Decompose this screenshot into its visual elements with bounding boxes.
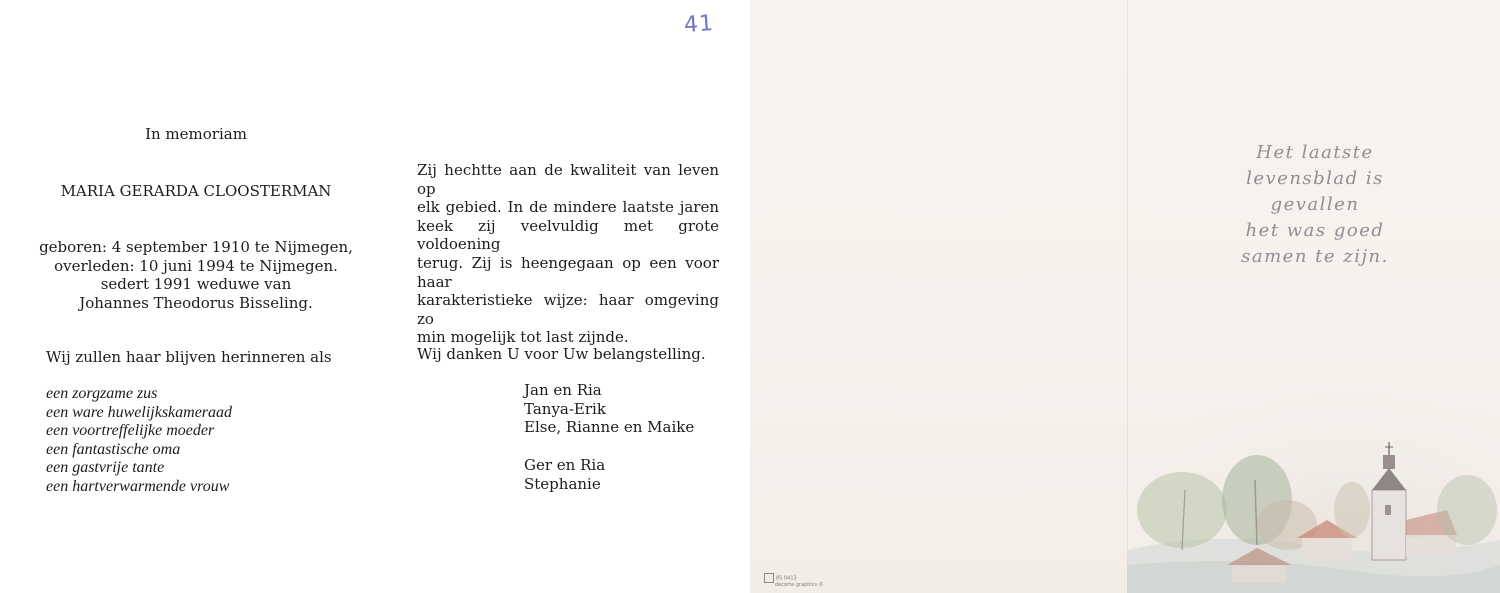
tribute-line: min mogelijk tot last zijnde. <box>417 328 629 347</box>
birth-line: geboren: 4 september 1910 te Nijmegen, <box>39 238 353 256</box>
spouse-line: Johannes Theodorus Bisseling. <box>79 293 313 312</box>
family-group-2 <box>524 456 605 493</box>
family-name: Else, Rianne en Maike <box>524 418 695 437</box>
remembrance-item: een zorgzame zus <box>46 385 158 402</box>
tribute-line: elk gebied. In de mindere laatste jaren <box>417 198 719 217</box>
printer-logo-icon <box>764 573 774 583</box>
tribute-line: terug. Zij is heengegaan op een voor haar <box>417 253 719 291</box>
tribute-line: karakteristieke wijze: haar omgeving zo <box>417 291 719 328</box>
poem-line: Het laatste <box>1256 142 1374 163</box>
tribute-line: keek zij veelvuldig met grote voldoening <box>417 216 719 254</box>
tribute-paragraph <box>417 161 719 347</box>
remembrance-intro: Wij zullen haar blijven herinneren als <box>46 348 332 366</box>
thanks-line: Wij danken U voor Uw belangstelling. <box>417 345 706 363</box>
remembrance-item: een ware huwelijkskameraad <box>46 403 233 421</box>
remembrance-item: een gastvrije tante <box>46 459 165 476</box>
remembrance-item: een hartverwarmende vrouw <box>46 477 230 495</box>
printer-mark <box>764 573 824 588</box>
widow-line: sedert 1991 weduwe van <box>100 275 292 294</box>
handwritten-annotation: 41 <box>683 10 715 39</box>
poem-line: samen te zijn. <box>1241 246 1389 267</box>
family-name: Ger en Ria <box>524 456 606 474</box>
print-credit: decorte graphics © <box>775 582 824 588</box>
family-name: Tanya-Erik <box>524 399 606 418</box>
remembrance-item: een voortreffelijke moeder <box>46 422 215 439</box>
death-line: overleden: 10 juni 1994 te Nijmegen. <box>54 256 338 275</box>
deceased-name: MARIA GERARDA CLOOSTERMAN <box>60 182 332 200</box>
poem-line: het was goed <box>1245 220 1385 241</box>
poem <box>1205 140 1425 270</box>
poem-line: levensblad is gevallen <box>1246 168 1384 215</box>
life-details <box>36 238 356 312</box>
remembrance-item: een fantastische oma <box>46 440 181 458</box>
family-group-1 <box>524 381 694 437</box>
village-landscape-illustration <box>1127 360 1500 593</box>
remembrance-list <box>46 385 232 496</box>
memoriam-title: In memoriam <box>145 125 247 143</box>
family-name: Stephanie <box>524 474 601 493</box>
family-name: Jan en Ria <box>524 381 602 399</box>
tribute-line: Zij hechtte aan de kwaliteit van leven op <box>417 161 719 198</box>
print-code: 85 0413 <box>776 575 797 582</box>
